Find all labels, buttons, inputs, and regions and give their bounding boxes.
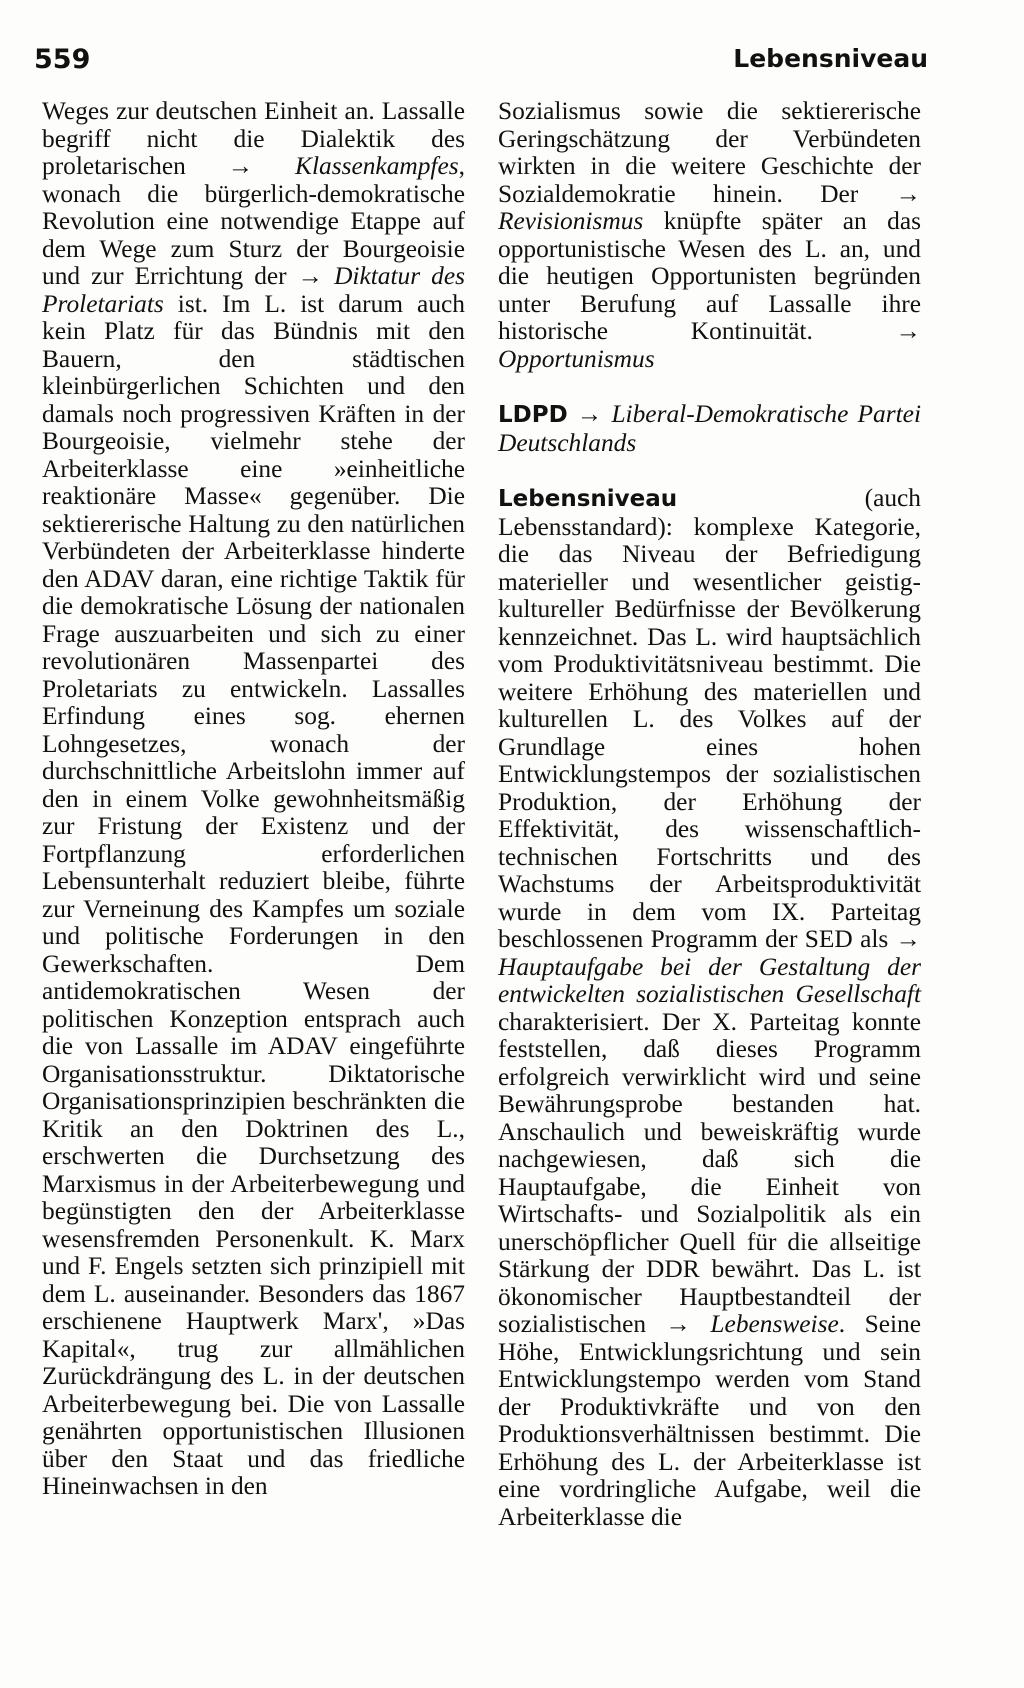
cross-reference: Diktatur des Proletariats — [42, 262, 465, 318]
text-run: Weges zur deutschen Einheit an. Lassalle begriff nicht die Dialektik des proletarischen → — [42, 97, 465, 180]
cross-reference: Opportunismus — [498, 344, 655, 373]
page-number: 559 — [34, 44, 91, 75]
text-run: , wonach die bürgerlich-demokratische Revolution eine notwendige Etappe auf dem Wege zum Sturz der Bourgeoisie und zur Errichtung der → — [42, 152, 465, 290]
left-column — [42, 98, 465, 1501]
text-run: (auch Lebensstandard): komplexe Kategorie, die das Niveau der Befriedigung materieller und wesentlicher geistig-kultureller Bedürfnisse der Bevölkerung kennzeichnet. Das L. wird hauptsächlich vom Produktivitätsniveau bestimmt. Die weitere Erhöhung des materiellen und kulturellen L. des Volkes auf der Grundlage eines hohen Entwicklungstempos der sozialistischen Produktion, der Erhöhung der Effektivität, des wissenschaftlich-technischen Fortschritts und des Wachstums der Arbeitsproduktivität wurde in dem vom IX. Parteitag beschlossenen Programm der SED als → — [498, 484, 921, 953]
page-header — [34, 44, 928, 84]
right-column — [498, 98, 921, 1531]
headword: Lebensniveau — [498, 486, 678, 512]
cross-reference: Hauptaufgabe bei der Gestaltung der entwickelten sozialistischen Gesellschaft — [498, 952, 921, 1008]
cross-reference: Revisionismus — [498, 207, 644, 235]
cross-reference: Liberal-Demokratische Partei Deutschlands — [498, 400, 922, 457]
cross-reference: Klassenkampfes — [295, 152, 459, 180]
text-run: . Seine Höhe, Entwicklungsrichtung und sein Entwicklungstempo werden vom Stand der Produktivkräfte und von den Produktionsverhältnissen bestimmt. Die Erhöhung des L. der Arbeiterklasse ist eine vordringliche Aufgabe, weil die Arbeiterklasse die — [498, 1310, 921, 1531]
left-column-paragraph — [42, 98, 465, 1501]
entry-lebensniveau — [498, 485, 921, 1531]
running-head: Lebensniveau — [733, 44, 928, 73]
entry-ldpd — [498, 401, 921, 457]
cross-reference: Lebensweise — [710, 1310, 839, 1338]
headword: LDPD — [498, 402, 568, 428]
text-run: ist. Im L. ist darum auch kein Platz für das Bündnis mit den Bauern, den städtischen kleinbürgerlichen Schichten und den damals noch progressiven Kräften in der Bourgeoisie, vielmehr stehe der Arbeiterklasse eine »einheitliche reaktionäre Masse« gegenüber. Die sektiererische Haltung zu den natürlichen Verbündeten der Arbeiterklasse hinderte den ADAV daran, eine richtige Taktik für die demokratische Lösung der nationalen Frage auszuarbeiten und sich zu einer revolutionären Massenpartei des Proletariats zu entwickeln. Lassalles Erfindung eines sog. ehernen Lohngesetzes, wonach der durchschnittliche Arbeitslohn immer auf den in einem Volke gewohnheitsmäßig zur Fristung der Existenz und der Fortpflanzung erforderlichen Lebensunterhalt reduziert bleibe, führte zur Verneinung des Kampfes um soziale und politische Forderungen in den Gewerkschaften. Dem antidemokratischen Wesen der politischen Konzeption entsprach auch die von Lassalle im ADAV eingeführte Organisationsstruktur. Diktatorische Organisationsprinzipien beschränkten die Kritik an den Doktrinen des L., erschwerten die Durchsetzung des Marxismus in der Arbeiterbewegung und begünstigten den der Arbeiterklasse wesensfremden Personenkult. K. Marx und F. Engels setzten sich prinzipiell mit dem L. auseinander. Besonders das 1867 erschienene Hauptwerk Marx', »Das Kapital«, trug zur allmählichen Zurückdrängung des L. in der deutschen Arbeiterbewegung bei. Die von Lassalle genährten opportunistischen Illusionen über den Staat und das friedliche Hineinwachsen in den — [42, 289, 465, 1500]
text-run: charakterisiert. Der X. Parteitag konnte feststellen, daß dieses Programm erfolgreich verwirklicht wird und seine Bewährungsprobe bestanden hat. Anschaulich und beweiskräftig wurde nachgewiesen, daß sich die Hauptaufgabe, die Einheit von Wirtschafts- und Sozialpolitik als ein unerschöpflicher Quell für die allseitige Stärkung der DDR bewährt. Das L. ist ökonomischer Hauptbestandteil der sozialistischen → — [498, 1007, 921, 1338]
continuation-paragraph — [498, 98, 921, 373]
text-run: knüpfte später an das opportunistische Wesen des L. an, und die heutigen Opportunisten begründen unter Berufung auf Lassalle ihre historische Kontinuität. → — [498, 207, 921, 345]
text-run: Sozialismus sowie die sektiererische Geringschätzung der Verbündeten wirkten in die weitere Geschichte der Sozialdemokratie hinein. Der → — [498, 97, 921, 208]
arrow: → — [567, 400, 612, 428]
